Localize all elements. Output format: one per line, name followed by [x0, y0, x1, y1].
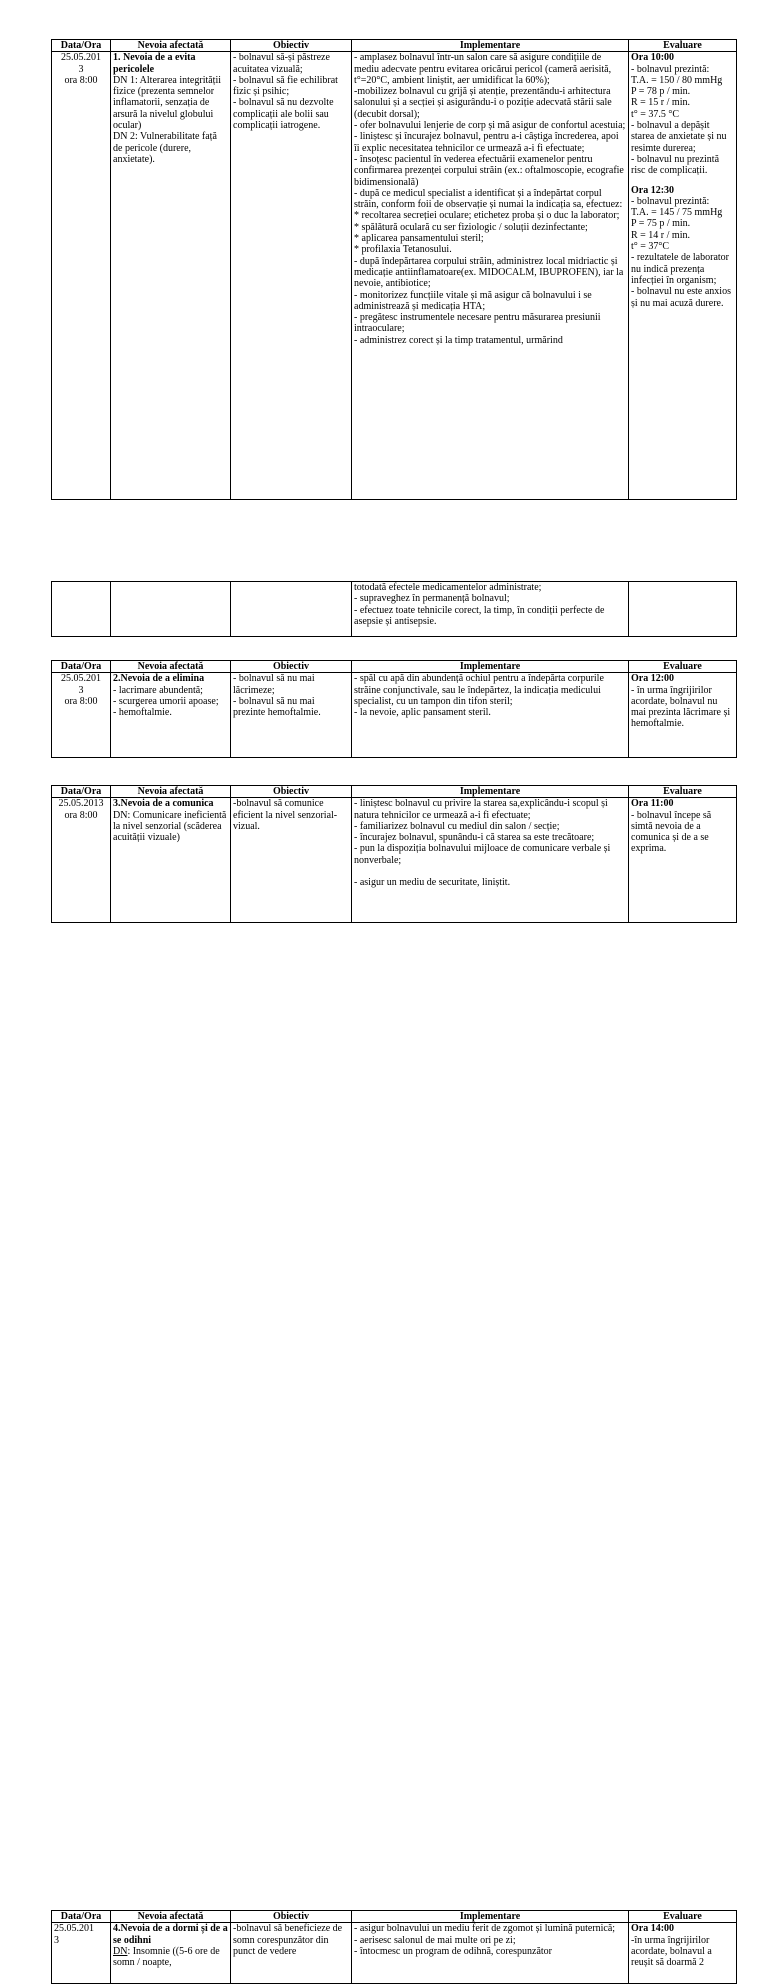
need-cell — [111, 673, 231, 758]
evaluation-cell — [629, 582, 737, 637]
evaluation-cell — [629, 798, 737, 923]
date-text: 25.05.201 3 ora 8:00 — [61, 52, 101, 86]
implementation-text: - amplasez bolnavul într-un salon care să asigure condițiile de mediu adecvate pentru evitarea oricărui pericol (cameră aerisită, t°=20°C, ambient liniștit, aer umidificat la 60%); -mobilizez bolnavul cu grijă și atenție, prezentându-i arhitectura salonului și a secției și asigurându-i o poziție adecvată stării sale (decubit dorsal); - ofer bolnavului lenjerie de corp și mă asigur de confortul acestuia; - liniștesc și încurajez bolnavul, pentru a-i câștiga încrederea, apoi îi explic necesitatea tehnicilor ce urmează a-i fi efectuate; - însoțesc pacientul în vederea efectuării examenelor pentru confirmarea prezenței corpului străin (ex.: oftalmoscopie, ecografie bidimensională) - după ce medicul specialist a identificat și a îndepărtat corpul străin, conform foii de observație și numai la indicația sa, efectuez: * recoltarea secreției oculare; etichetez proba și o duc la laborator; * spălătură oculară cu ser fiziologic / soluții dezinfectante; * aplicarea pansamentului steril; * profilaxia Tetanosului. - după îndepărtarea corpului străin, administrez local midriactic și medicație antiinflamatoare(ex. MIDOCALM, IBUPROFEN), iar la nevoie, antibiotice; - monitorizez funcțiile vitale și mă asigur că bolnavului i se administrează și medicația HTA; - pregătesc instrumentele necesare pentru măsurarea presiunii intraoculare; - administrez corect și la timp tratamentul, urmărind — [354, 52, 626, 346]
implementation-text: - spăl cu apă din abundență ochiul pentru a îndepărta corpurile străine conjunctivale, sau le îndepărtez, la indicația medicului specialist, cu un tampon din tifon steril; - la nevoie, aplic pansament steril. — [354, 673, 604, 719]
evaluation-title: Ora 14:00 — [631, 1923, 675, 1935]
objective-cell — [231, 673, 352, 758]
evaluation-cell — [629, 52, 737, 500]
implementation-cell — [352, 52, 629, 500]
header-evaluation: Evaluare — [629, 661, 737, 673]
date-text: 25.05.201 3 ora 8:00 — [61, 673, 101, 707]
header-implementation: Implementare — [352, 1911, 629, 1923]
evaluation-text: - bolnavul prezintă: T.A. = 150 / 80 mmHg P = 78 p / min. R = 15 r / min. t° = 37.5 °C - bolnavul a depășit starea de anxietate și nu resimte durerea; - bolnavul nu prezintă risc de complicații. — [631, 63, 727, 177]
care-plan-table-4 — [51, 1910, 737, 1984]
need-cell — [111, 1923, 231, 1984]
objective-text: - bolnavul să-și păstreze acuitatea vizuală; - bolnavul să fie echilibrat fizic și psihic; - bolnavul să nu dezvolte complicații ale bolii sau complicații iatrogene. — [233, 52, 338, 132]
header-objective: Obiectiv — [231, 1911, 352, 1923]
header-implementation: Implementare — [352, 786, 629, 798]
care-plan-table-2 — [51, 660, 737, 758]
header-evaluation: Evaluare — [629, 40, 737, 52]
header-row — [52, 786, 737, 798]
need-label: DN — [113, 1945, 128, 1957]
header-objective: Obiectiv — [231, 40, 352, 52]
header-date: Data/Ora — [52, 40, 111, 52]
table-row — [52, 582, 737, 637]
header-date: Data/Ora — [52, 786, 111, 798]
header-need: Nevoia afectată — [111, 1911, 231, 1923]
evaluation-text: - bolnavul începe să simtă nevoia de a comunica și de a se exprima. — [631, 809, 712, 855]
header-implementation: Implementare — [352, 40, 629, 52]
implementation-text: totodată efectele medicamentelor administrate; - supraveghez în permanență bolnavul; - efectuez toate tehnicile corect, la timp, în condiții perfecte de asepsie și antisepsie. — [354, 582, 605, 627]
implementation-text: - liniștesc bolnavul cu privire la starea sa,explicându-i scopul și natura tehnicilor ce urmează a-i fi efectuate; - familiarizez bolnavul cu mediul din salon / secție; - încurajez bolnavul, spunându-i că starea sa este trecătoare; - pun la dispoziția bolnavului mijloace de comunicare verbale și nonverbale; - asigur un mediu de securitate, liniștit. — [354, 798, 611, 889]
need-title: 3.Nevoia de a comunica — [113, 798, 214, 810]
header-date: Data/Ora — [52, 1911, 111, 1923]
need-cell — [111, 52, 231, 500]
header-need: Nevoia afectată — [111, 786, 231, 798]
date-cell — [52, 798, 111, 923]
objective-cell — [231, 582, 352, 637]
evaluation-title: Ora 11:00 — [631, 798, 674, 810]
need-text: : Insomnie ((5-6 ore de somn / noapte, — [113, 1945, 220, 1969]
objective-text: -bolnavul să comunice eficient la nivel senzorial-vizual. — [233, 798, 338, 832]
need-title: 2.Nevoia de a elimina — [113, 673, 205, 685]
header-row — [52, 1911, 737, 1923]
table-row — [52, 673, 737, 758]
need-cell — [111, 798, 231, 923]
header-need: Nevoia afectată — [111, 661, 231, 673]
evaluation-text: -în urma îngrijirilor acordate, bolnavul a reușit să doarmă 2 — [631, 1934, 712, 1969]
implementation-cell — [352, 798, 629, 923]
care-plan-table-1 — [51, 39, 737, 500]
evaluation-text: - în urma îngrijirilor acordate, bolnavul nu mai prezinta lăcrimare și hemoftalmie. — [631, 684, 731, 730]
evaluation-text: - bolnavul prezintă: T.A. = 145 / 75 mmHg P = 75 p / min. R = 14 r / min. t° = 37°C - rezultatele de laborator nu indică prezența infecției în organism; - bolnavul nu este anxios și nu mai acuză durere. — [631, 195, 731, 309]
header-implementation: Implementare — [352, 661, 629, 673]
date-cell — [52, 582, 111, 637]
date-cell — [52, 1923, 111, 1984]
evaluation-cell — [629, 1923, 737, 1984]
evaluation-cell — [629, 673, 737, 758]
implementation-cell — [352, 673, 629, 758]
need-text: DN: Comunicare ineficientă la nivel senzorial (scăderea acuității vizuale) — [113, 809, 227, 844]
evaluation-title: Ora 12:00 — [631, 673, 675, 685]
need-title: 1. Nevoia de a evita pericolele — [113, 52, 196, 75]
implementation-text: - asigur bolnavului un mediu ferit de zgomot și lumină puternică; - aerisesc salonul de mai multe ori pe zi; - întocmesc un program de odihnă, corespunzător — [354, 1923, 616, 1957]
table-row — [52, 1923, 737, 1984]
need-text: DN 1: Alterarea integrității fizice (prezenta semnelor inflamatorii, senzația de arsură la nivelul globului ocular) DN 2: Vulnerabilitate față de pericole (durere, anxietate). — [113, 74, 222, 165]
header-evaluation: Evaluare — [629, 1911, 737, 1923]
date-cell — [52, 52, 111, 500]
header-row — [52, 661, 737, 673]
need-text: - lacrimare abundentă; - scurgerea umorii apoase; - hemoftalmie. — [113, 684, 219, 719]
objective-cell — [231, 1923, 352, 1984]
table-row — [52, 798, 737, 923]
objective-text: -bolnavul să beneficieze de somn corespunzător din punct de vedere — [233, 1923, 343, 1957]
header-objective: Obiectiv — [231, 786, 352, 798]
need-title: 4.Nevoia de a dormi și de a se odihni — [113, 1923, 228, 1946]
evaluation-title: Ora 10:00 — [631, 52, 675, 64]
header-evaluation: Evaluare — [629, 786, 737, 798]
date-text: 25.05.201 3 — [54, 1923, 94, 1946]
header-row — [52, 40, 737, 52]
objective-cell — [231, 798, 352, 923]
table-row — [52, 52, 737, 500]
header-objective: Obiectiv — [231, 661, 352, 673]
need-cell — [111, 582, 231, 637]
objective-cell — [231, 52, 352, 500]
page-bottom-crop — [0, 955, 768, 1969]
care-plan-table-3 — [51, 785, 737, 923]
objective-text: - bolnavul să nu mai lăcrimeze; - bolnavul să nu mai prezinte hemoftalmie. — [233, 673, 321, 719]
date-cell — [52, 673, 111, 758]
header-need: Nevoia afectată — [111, 40, 231, 52]
care-plan-table-1-continuation — [51, 581, 737, 637]
date-text: 25.05.2013 ora 8:00 — [58, 798, 104, 821]
implementation-cell — [352, 582, 629, 637]
implementation-cell — [352, 1923, 629, 1984]
evaluation-title: Ora 12:30 — [631, 184, 675, 196]
header-date: Data/Ora — [52, 661, 111, 673]
